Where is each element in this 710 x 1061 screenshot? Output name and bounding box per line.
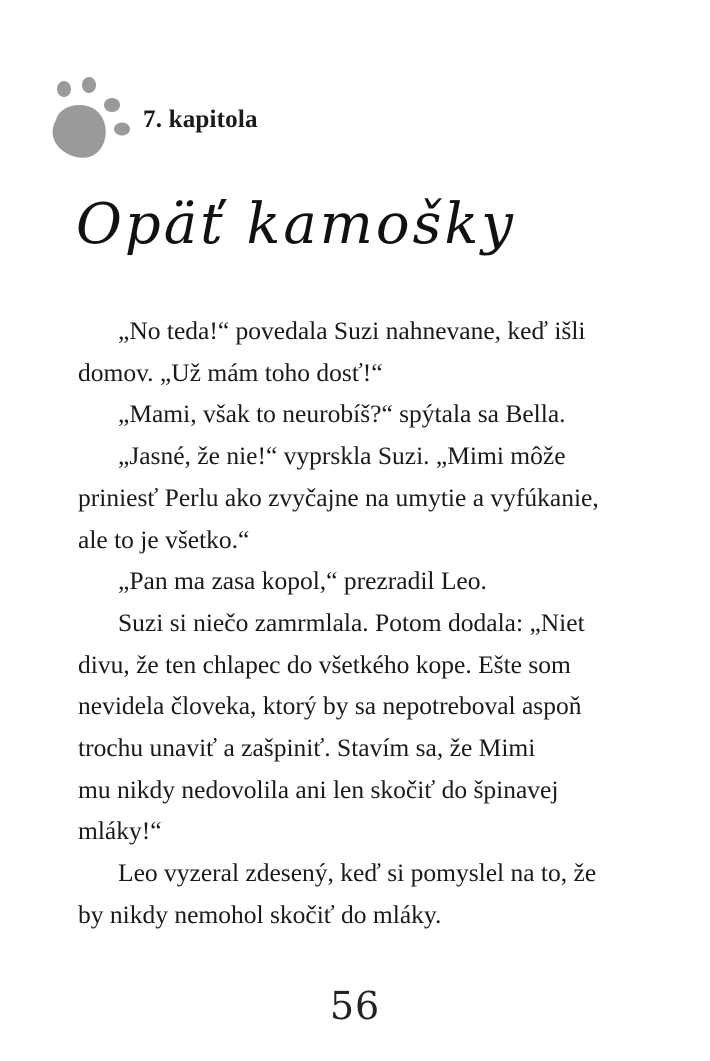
text-line: Leo vyzeral zdesený, keď si pomyslel na to, že	[118, 858, 597, 888]
text-line: „Mami, však to neurobíš?“ spýtala sa Bella.	[118, 399, 566, 429]
text-line: by nikdy nemohol skočiť do mláky.	[78, 899, 442, 929]
text-line: divu, že ten chlapec do všetkého kope. Ešte som	[78, 649, 571, 679]
text-line: priniesť Perlu ako zvyčajne na umytie a vyfúkanie,	[78, 482, 599, 512]
text-line: Suzi si niečo zamrmlala. Potom dodala: „Niet	[118, 607, 585, 637]
text-line: „Jasné, že nie!“ vyprskla Suzi. „Mimi môže	[118, 441, 566, 471]
text-line: domov. „Už mám toho dosť!“	[78, 357, 383, 387]
paw-print-icon	[52, 76, 132, 162]
text-line: trochu unaviť a zašpiniť. Stavím sa, že Mimi	[78, 733, 536, 763]
text-line: nevidela človeka, ktorý by sa nepotreboval aspoň	[78, 691, 582, 721]
chapter-title: Opäť kamošky	[76, 192, 516, 257]
text-line: „Pan ma zasa kopol,“ prezradil Leo.	[118, 566, 487, 596]
text-line: „No teda!“ povedala Suzi nahnevane, keď išli	[118, 316, 586, 345]
chapter-label: 7. kapitola	[143, 106, 258, 133]
body-text	[78, 310, 640, 936]
text-line: ale to je všetko.“	[78, 524, 250, 554]
text-line: mláky!“	[78, 816, 162, 846]
page-number: 56	[329, 984, 381, 1028]
text-line: mu nikdy nedovolila ani len skočiť do špinavej	[78, 774, 559, 804]
